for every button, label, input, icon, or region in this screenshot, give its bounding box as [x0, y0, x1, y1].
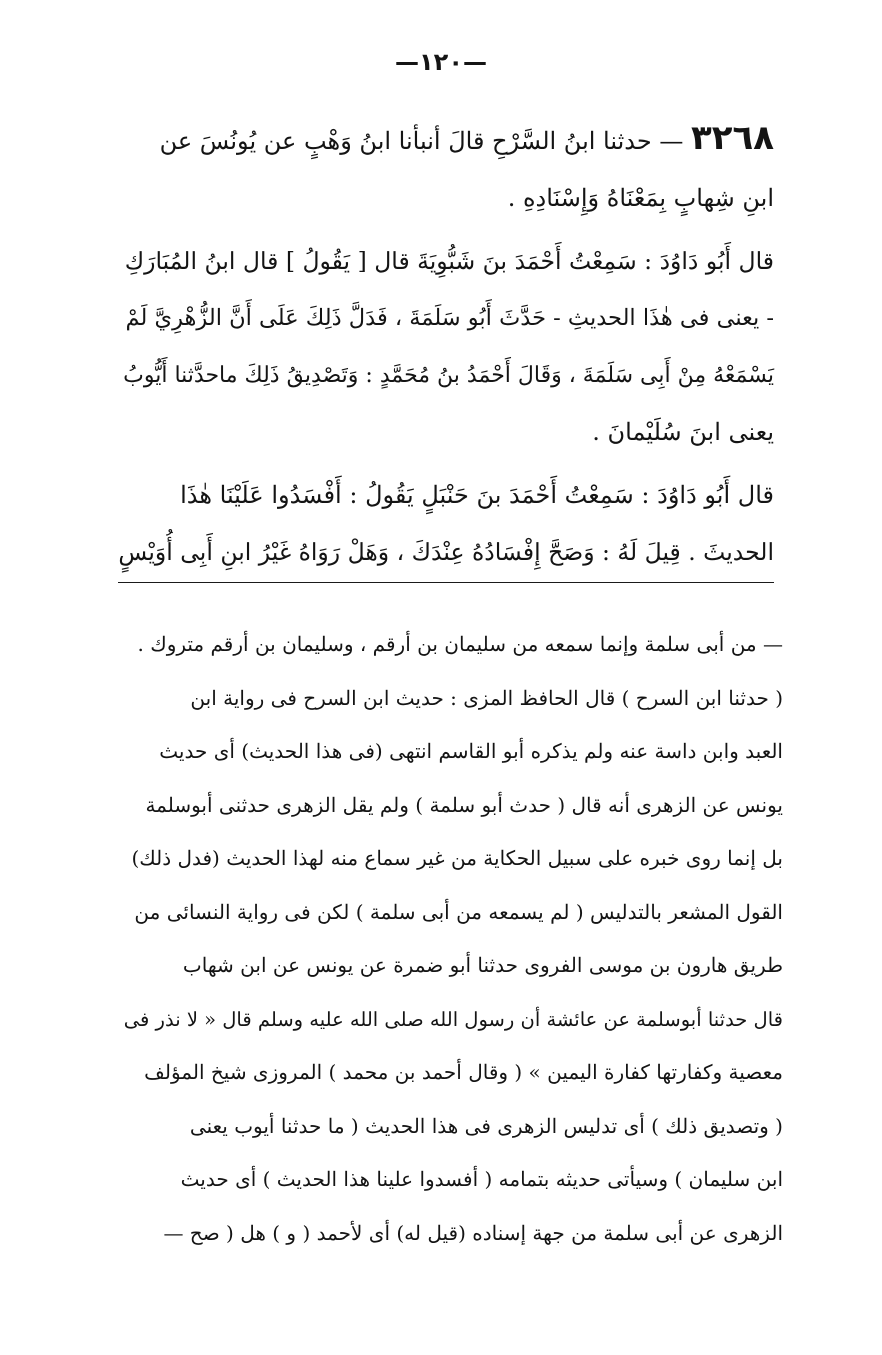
footnote-line-2: ( حدثنا ابن السرح ) قال الحافظ المزى : حديث ابن السرح فى رواية ابن [190, 685, 783, 710]
footnote-line-9: معصية وكفارتها كفارة اليمين » ( وقال أحمد بن محمد ) المروزى شيخ المؤلف [144, 1060, 783, 1084]
footnote-line-4: يونس عن الزهرى أنه قال ( حدث أبو سلمة ) ولم يقل الزهرى حدثنى أبوسلمة [145, 792, 783, 817]
footnote-line-1: — من أبى سلمة وإنما سمعه من سليمان بن أرقم ، وسليمان بن أرقم متروك . [137, 632, 783, 656]
footnote-line-5: بل إنما روى خبره على سبيل الحكاية من غير سماع منه لهذا الحديث (فدل ذلك) [131, 846, 783, 870]
hadith-line-8: الحديثَ . قِيلَ لَهُ : وَصَحَّ إِفْسَادُهُ عِنْدَكَ ، وَهَلْ رَوَاهُ غَيْرُ ابنِ أَبِى أُوَيْسٍ [118, 538, 774, 566]
page-number: —١٢٠— [395, 48, 487, 76]
hadith-line-2: ابنِ شِهابٍ بِمَعْنَاهُ وَإِسْنَادِهِ . [507, 184, 774, 212]
footnote-line-10: ( وتصديق ذلك ) أى تدليس الزهرى فى هذا الحديث ( ما حدثنا أيوب يعنى [189, 1113, 783, 1138]
footnote-separator [118, 582, 774, 583]
footnote-line-7: طريق هارون بن موسى الفروى حدثنا أبو ضمرة عن يونس عن ابن شهاب [182, 953, 783, 977]
hadith-line-4: - يعنى فى هٰذَا الحديثِ - حَدَّثَ أَبُو سَلَمَةَ ، فَدَلَّ ذَلِكَ عَلَى أَنَّ الزُّهْرِيَّ لَمْ [125, 305, 774, 331]
hadith-line-7: قال أَبُو دَاوُدَ : سَمِعْتُ أَحْمَدَ بنَ حَنْبَلٍ يَقُولُ : أَفْسَدُوا عَلَيْنَا هٰذَا [180, 481, 774, 509]
hadith-line-3: قال أَبُو دَاوُدَ : سَمِعْتُ أَحْمَدَ بنَ شَبُّوِيَةَ قال [ يَقُولُ ] قال ابنُ المُبَارَكِ [124, 247, 774, 275]
footnote-line-6: القول المشعر بالتدليس ( لم يسمعه من أبى سلمة ) لكن فى رواية النسائى من [134, 899, 783, 924]
hadith-line-5: يَسْمَعْهُ مِنْ أَبِى سَلَمَةَ ، وَقَالَ أَحْمَدُ بنُ مُحَمَّدٍ : وَتَصْدِيقُ ذَلِكَ ماحدَّثنا أَيُّوبُ [123, 363, 774, 388]
hadith-number: ٣٢٦٨ [690, 118, 774, 158]
footnote-line-8: قال حدثنا أبوسلمة عن عائشة أن رسول الله صلى الله عليه وسلم قال « لا نذر فى [123, 1007, 783, 1031]
hadith-line-1 [118, 110, 774, 170]
hadith-text [118, 110, 774, 581]
hadith-line-text: — حدثنا ابنُ السَّرْحِ قالَ أنبأنا ابنُ وَهْبٍ عن يُونُسَ عن [159, 127, 684, 155]
footnote-line-11: ابن سليمان ) وسيأتى حديثه بتمامه ( أفسدوا علينا هذا الحديث ) أى حديث [180, 1167, 783, 1191]
footnote-line-12: الزهرى عن أبى سلمة من جهة إسناده (قيل له) أى لأحمد ( و ) هل ( صح — [163, 1220, 783, 1245]
hadith-line-6: يعنى ابنَ سُلَيْمانَ . [592, 418, 774, 446]
footnotes [118, 618, 783, 1260]
footnote-line-3: العبد وابن داسة عنه ولم يذكره أبو القاسم انتهى (فى هذا الحديث) أى حديث [159, 739, 783, 763]
